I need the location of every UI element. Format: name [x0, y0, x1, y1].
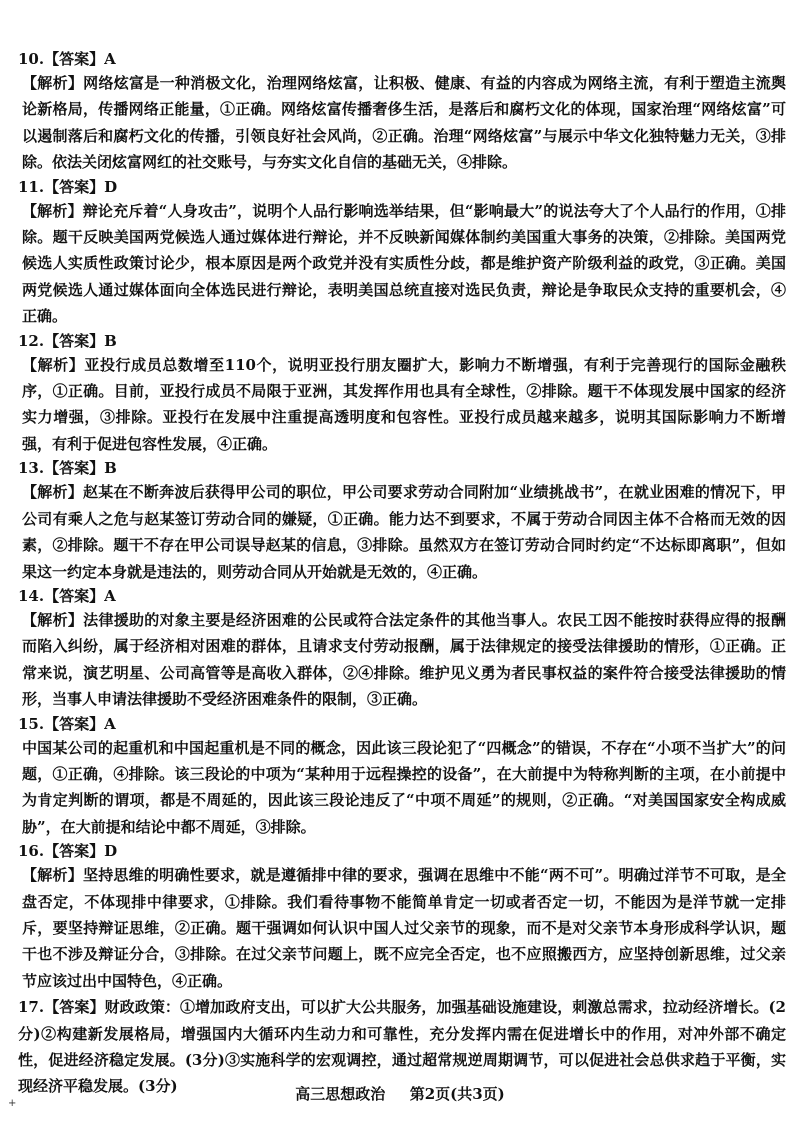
analysis-text: 网络炫富是一种消极文化，治理网络炫富，让积极、健康、有益的内容成为网络主流，有利于塑造主流舆论新格局，传播网络正能量，①正确。网络炫富传播奢侈生活，是落后和腐朽文化的体现，国家治理“网络炫富”可以遏制落后和腐朽文化的传播，引领良好社会风尚，②正确。治理“网络炫富”与展示中华文化独特魅力无关，③排除。依法关闭炫富网红的社交账号，与夯实文化自信的基础无关，④排除。 [22, 74, 786, 172]
analysis-tag: 【解析】 [22, 866, 83, 885]
analysis-paragraph [22, 735, 786, 841]
answer-key-page [18, 48, 786, 1100]
answer-value: A [104, 714, 116, 733]
question-13 [18, 457, 786, 585]
question-14 [18, 585, 786, 713]
analysis-paragraph [22, 352, 786, 458]
question-number: 11. [18, 177, 45, 196]
analysis-paragraph [22, 198, 786, 330]
analysis-paragraph [22, 862, 786, 994]
question-number: 14. [18, 586, 45, 605]
answer-tag: 【答案】 [44, 177, 105, 196]
question-number: 17. [18, 998, 45, 1017]
analysis-paragraph [22, 479, 786, 585]
analysis-text: 中国某公司的起重机和中国起重机是不同的概念，因此该三段论犯了“四概念”的错误，不存在“小项不当扩大”的问题，①正确，④排除。该三段论的中项为“某种用于远程操控的设备”，在大前提中为特称判断的主项，在小前提中为肯定判断的谓项，都是不周延的，因此该三段论违反了“中项不周延”的规则，②正确。“对美国国家安全构成威胁”，在大前提和结论中都不周延，③排除。 [22, 738, 786, 836]
answer-text: 财政政策：①增加政府支出，可以扩大公共服务，加强基础设施建设，刺激总需求，拉动经济增长。(2分)②构建新发展格局，增强国内大循环内生动力和可靠性，充分发挥内需在促进增长中的作用，对冲外部不确定性，促进经济稳定发展。(3分)③实施科学的宏观调控，通过超常规逆周期调节，可以促进社会总供求趋于平衡，实现经济平稳发展。(3分) [18, 998, 786, 1096]
answer-tag: 【答案】 [44, 714, 105, 733]
answer-value: D [104, 842, 118, 861]
question-number: 16. [18, 842, 45, 861]
answer-tag: 【答案】 [44, 50, 105, 68]
analysis-text: 坚持思维的明确性要求，就是遵循排中律的要求，强调在思维中不能“两不可”。明确过洋节不可取，是全盘否定，不体现排中律要求，①排除。我们看待事物不能简单肯定一切或者否定一切，不能因为是洋节就一定排斥，要坚持辩证思维，②正确。题干强调如何认识中国人过父亲节的现象，而不是对父亲节本身形成科学认识，题干也不涉及辩证分合，③排除。在过父亲节问题上，既不应完全否定，也不应照搬西方，应坚持创新思维，过父亲节应该过出中国特色，④正确。 [22, 866, 786, 990]
question-number: 13. [18, 459, 45, 478]
answer-tag: 【答案】 [44, 586, 105, 605]
footer-subject: 高三思想政治 [295, 1085, 386, 1103]
question-12 [18, 330, 786, 458]
question-number: 10. [18, 50, 45, 68]
page-footer [0, 1083, 800, 1104]
analysis-text: 亚投行成员总数增至110个，说明亚投行朋友圈扩大，影响力不断增强，有利于完善现行的国际金融秩序，①正确。目前，亚投行成员不局限于亚洲，其发挥作用也具有全球性，②排除。题干不体现发展中国家的经济实力增强，③排除。亚投行在发展中注重提高透明度和包容性。亚投行成员越来越多，说明其国际影响力不断增强，有利于促进包容性发展，④正确。 [22, 355, 786, 453]
answer-value: D [104, 177, 118, 196]
answer-tag: 【答案】 [44, 331, 105, 350]
answer-tag: 【答案】 [44, 459, 105, 478]
analysis-text: 辩论充斥着“人身攻击”，说明个人品行影响选举结果，但“影响最大”的说法夸大了个人品行的作用，①排除。题干反映美国两党候选人通过媒体进行辩论，并不反映新闻媒体制约美国重大事务的决策，②排除。美国两党候选人实质性政策讨论少，根本原因是两个政党并没有实质性分歧，都是维护资产阶级利益的政党，③正确。美国两党候选人通过媒体面向全体选民进行辩论，表明美国总统直接对选民负责，辩论是争取民众支持的重要机会，④正确。 [22, 201, 786, 326]
answer-tag: 【答案】 [44, 842, 105, 861]
question-11 [18, 176, 786, 330]
analysis-text: 法律援助的对象主要是经济困难的公民或符合法定条件的其他当事人。农民工因不能按时获得应得的报酬而陷入纠纷，属于经济相对困难的群体，且请求支付劳动报酬，属于法律规定的接受法律援助的情形，①正确。正常来说，演艺明星、公司高管等是高收入群体，②④排除。维护见义勇为者民事权益的案件符合接受法律援助的情形，当事人申请法律援助不受经济困难条件的限制，③正确。 [22, 610, 786, 709]
analysis-tag: 【解析】 [22, 74, 84, 92]
analysis-tag: 【解析】 [22, 610, 84, 629]
answer-value: A [104, 50, 116, 68]
question-number: 15. [18, 714, 45, 733]
corner-mark: + [8, 1098, 17, 1109]
question-16 [18, 840, 786, 994]
analysis-tag: 【解析】 [22, 483, 83, 502]
answer-value: A [104, 586, 116, 605]
answer-value: B [104, 459, 117, 478]
footer-page-number: 第2页(共3页) [409, 1085, 505, 1103]
question-10 [18, 48, 786, 176]
analysis-tag: 【解析】 [22, 355, 85, 374]
answer-tag: 【答案】 [44, 998, 105, 1017]
analysis-paragraph [22, 70, 786, 176]
question-15 [18, 713, 786, 841]
analysis-paragraph [22, 607, 786, 713]
answer-value: B [104, 331, 117, 350]
analysis-text: 赵某在不断奔波后获得甲公司的职位，甲公司要求劳动合同附加“业绩挑战书”，在就业困难的情况下，甲公司有乘人之危与赵某签订劳动合同的嫌疑，①正确。能力达不到要求，不属于劳动合同因主体不合格而无效的因素，②排除。题干不存在甲公司误导赵某的信息，③排除。虽然双方在签订劳动合同时约定“不达标即离职”，但如果这一约定本身就是违法的，则劳动合同从开始就是无效的，④正确。 [22, 483, 786, 581]
question-number: 12. [18, 331, 45, 350]
analysis-tag: 【解析】 [22, 201, 83, 220]
